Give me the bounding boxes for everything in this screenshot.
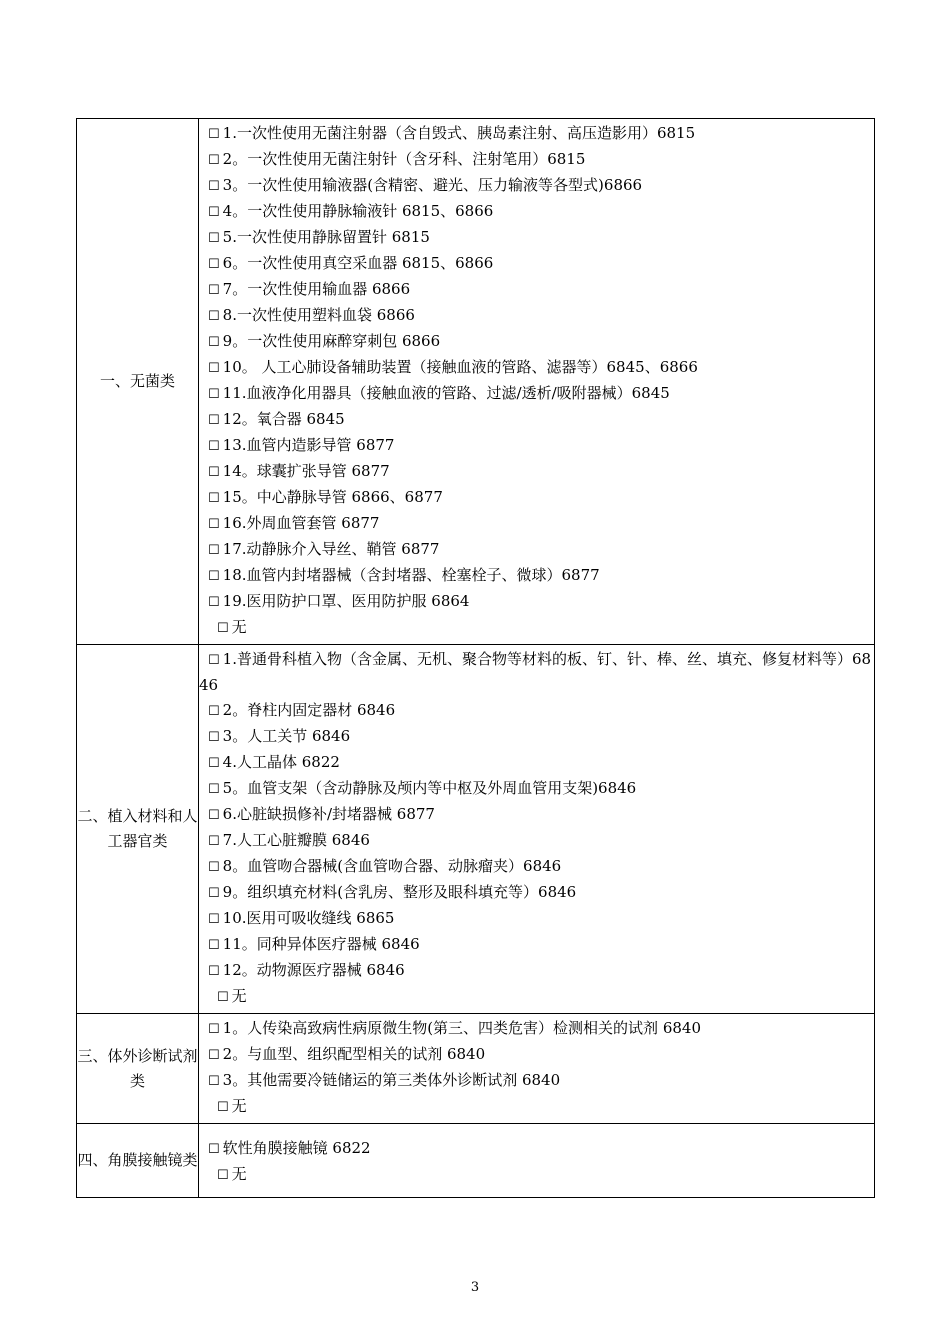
checkbox-item-label: 软性角膜接触镜 6822	[222, 1139, 371, 1157]
checkbox-item-label: 1。人传染高致病性病原微生物(第三、四类危害）检测相关的试剂 6840	[222, 1019, 701, 1037]
checkbox-none-label: 无	[231, 618, 247, 636]
checkbox-item[interactable]	[199, 355, 874, 381]
checkbox-item[interactable]	[199, 724, 874, 750]
checkbox-item-label: 3。人工关节 6846	[222, 727, 351, 745]
checkbox-item[interactable]	[199, 906, 874, 932]
checkbox-item-label: 18.血管内封堵器械（含封堵器、栓塞栓子、微球）6877	[222, 566, 600, 584]
checkbox-item-label: 2。与血型、组织配型相关的试剂 6840	[222, 1045, 486, 1063]
category-items-cell	[199, 645, 875, 1014]
checkbox-item-label: 9。一次性使用麻醉穿刺包 6866	[222, 332, 441, 350]
checkbox-item[interactable]	[199, 485, 874, 511]
checkbox-item[interactable]	[199, 647, 874, 698]
checkbox-item-label: 10。 人工心肺设备辅助装置（接触血液的管路、滤器等）6845、6866	[222, 358, 698, 376]
checkbox-item[interactable]	[199, 173, 874, 199]
checkbox-item-label: 12。氧合器 6845	[222, 410, 345, 428]
checkbox-icon[interactable]: ☐	[208, 782, 220, 797]
checkbox-icon[interactable]: ☐	[208, 361, 220, 376]
checkbox-icon[interactable]: ☐	[208, 834, 220, 849]
checkbox-item[interactable]	[199, 958, 874, 984]
checkbox-item[interactable]	[199, 750, 874, 776]
category-label: 二、植入材料和人工器官类	[77, 645, 199, 1014]
category-row	[77, 119, 875, 645]
checkbox-icon[interactable]: ☐	[208, 309, 220, 324]
checkbox-item-label: 2。一次性使用无菌注射针（含牙科、注射笔用）6815	[222, 150, 586, 168]
checkbox-icon[interactable]: ☐	[208, 465, 220, 480]
checkbox-icon[interactable]: ☐	[208, 127, 220, 142]
checkbox-icon[interactable]: ☐	[208, 756, 220, 771]
checkbox-icon[interactable]: ☐	[208, 205, 220, 220]
checkbox-item-label: 6.心脏缺损修补/封堵器械 6877	[222, 805, 435, 823]
checkbox-item[interactable]	[199, 589, 874, 615]
checkbox-icon[interactable]: ☐	[208, 231, 220, 246]
device-category-table	[76, 118, 875, 1198]
checkbox-none-label: 无	[231, 987, 247, 1005]
checkbox-item[interactable]	[199, 121, 874, 147]
checkbox-item-label: 4。一次性使用静脉输液针 6815、6866	[222, 202, 494, 220]
category-row	[77, 1014, 875, 1124]
checkbox-item[interactable]	[199, 199, 874, 225]
checkbox-icon[interactable]: ☐	[208, 569, 220, 584]
checkbox-icon[interactable]: ☐	[208, 179, 220, 194]
checkbox-item-label: 15。中心静脉导管 6866、6877	[222, 488, 443, 506]
checkbox-item-label: 10.医用可吸收缝线 6865	[222, 909, 395, 927]
checkbox-item[interactable]	[199, 932, 874, 958]
checkbox-item-label: 16.外周血管套管 6877	[222, 514, 380, 532]
checkbox-icon[interactable]: ☐	[208, 543, 220, 558]
checkbox-item-none[interactable]	[199, 615, 874, 641]
checkbox-item[interactable]	[199, 511, 874, 537]
checkbox-icon[interactable]: ☐	[208, 153, 220, 168]
checkbox-icon[interactable]: ☐	[208, 912, 220, 927]
checkbox-icon[interactable]: ☐	[208, 964, 220, 979]
checkbox-item-label: 17.动静脉介入导丝、鞘管 6877	[222, 540, 440, 558]
checkbox-item[interactable]	[199, 880, 874, 906]
checkbox-item-label: 5.一次性使用静脉留置针 6815	[222, 228, 430, 246]
checkbox-item[interactable]	[199, 147, 874, 173]
checkbox-icon[interactable]: ☐	[208, 491, 220, 506]
page-number: 3	[470, 1280, 480, 1295]
checkbox-item-none[interactable]	[199, 984, 874, 1010]
checkbox-item[interactable]	[199, 225, 874, 251]
checkbox-item-label: 1.一次性使用无菌注射器（含自毁式、胰岛素注射、高压造影用）6815	[222, 124, 696, 142]
checkbox-item[interactable]	[199, 854, 874, 880]
checkbox-list	[199, 1124, 874, 1197]
category-row	[77, 645, 875, 1014]
checkbox-item-label: 11。同种异体医疗器械 6846	[222, 935, 420, 953]
checkbox-item[interactable]	[199, 381, 874, 407]
checkbox-item-label: 8。血管吻合器械(含血管吻合器、动脉瘤夹）6846	[222, 857, 562, 875]
checkbox-icon[interactable]: ☐	[208, 595, 220, 610]
checkbox-item-label: 8.一次性使用塑料血袋 6866	[222, 306, 415, 324]
checkbox-icon[interactable]: ☐	[217, 621, 229, 636]
checkbox-item-label: 19.医用防护口罩、医用防护服 6864	[222, 592, 470, 610]
checkbox-icon[interactable]: ☐	[208, 335, 220, 350]
checkbox-list	[199, 1014, 874, 1123]
checkbox-item-label: 13.血管内造影导管 6877	[222, 436, 395, 454]
category-items-cell	[199, 1124, 875, 1198]
checkbox-item-label: 5。血管支架（含动静脉及颅内等中枢及外周血管用支架)6846	[222, 779, 637, 797]
checkbox-icon[interactable]: ☐	[208, 387, 220, 402]
checkbox-item[interactable]	[199, 251, 874, 277]
checkbox-item-label: 4.人工晶体 6822	[222, 753, 340, 771]
checkbox-item[interactable]	[199, 563, 874, 589]
checkbox-item-label: 11.血液净化用器具（接触血液的管路、过滤/透析/吸附器械）6845	[222, 384, 670, 402]
checkbox-item[interactable]	[199, 329, 874, 355]
checkbox-item[interactable]	[199, 459, 874, 485]
checkbox-item-label: 12。动物源医疗器械 6846	[222, 961, 405, 979]
checkbox-item[interactable]	[199, 277, 874, 303]
checkbox-icon[interactable]: ☐	[208, 704, 220, 719]
checkbox-item[interactable]	[199, 1068, 874, 1094]
checkbox-item[interactable]	[199, 407, 874, 433]
checkbox-icon[interactable]: ☐	[208, 808, 220, 823]
checkbox-list	[199, 119, 874, 644]
checkbox-item[interactable]	[199, 698, 874, 724]
checkbox-icon[interactable]: ☐	[208, 730, 220, 745]
category-row	[77, 1124, 875, 1198]
checkbox-item-label: 6。一次性使用真空采血器 6815、6866	[222, 254, 494, 272]
checkbox-icon[interactable]: ☐	[208, 257, 220, 272]
checkbox-icon[interactable]: ☐	[208, 1142, 220, 1157]
checkbox-item-label: 3。其他需要冷链储运的第三类体外诊断试剂 6840	[222, 1071, 561, 1089]
checkbox-item[interactable]	[199, 1042, 874, 1068]
checkbox-none-label: 无	[231, 1165, 247, 1183]
checkbox-icon[interactable]: ☐	[208, 653, 220, 668]
checkbox-icon[interactable]: ☐	[208, 413, 220, 428]
checkbox-icon[interactable]: ☐	[217, 1168, 229, 1183]
checkbox-item-label: 2。脊柱内固定器材 6846	[222, 701, 396, 719]
checkbox-icon[interactable]: ☐	[208, 1022, 220, 1037]
category-label: 四、角膜接触镜类	[77, 1124, 199, 1198]
checkbox-item-label: 7。一次性使用输血器 6866	[222, 280, 411, 298]
checkbox-icon[interactable]: ☐	[208, 517, 220, 532]
checkbox-item[interactable]	[199, 828, 874, 854]
checkbox-item-label: 9。组织填充材料(含乳房、整形及眼科填充等）6846	[222, 883, 577, 901]
checkbox-none-label: 无	[231, 1097, 247, 1115]
checkbox-item[interactable]	[199, 433, 874, 459]
checkbox-item-none[interactable]	[199, 1162, 874, 1188]
checkbox-icon[interactable]: ☐	[208, 1048, 220, 1063]
checkbox-item-none[interactable]	[199, 1094, 874, 1120]
checkbox-item[interactable]	[199, 802, 874, 828]
checkbox-icon[interactable]: ☐	[208, 439, 220, 454]
checkbox-item-label: 1.普通骨科植入物（含金属、无机、聚合物等材料的板、钉、针、棒、丝、填充、修复材料等）6846	[199, 650, 872, 694]
checkbox-item[interactable]	[199, 1016, 874, 1042]
checkbox-item[interactable]	[199, 1136, 874, 1162]
checkbox-item-label: 14。球囊扩张导管 6877	[222, 462, 390, 480]
checkbox-icon[interactable]: ☐	[208, 886, 220, 901]
checkbox-item[interactable]	[199, 303, 874, 329]
category-label: 三、体外诊断试剂类	[77, 1014, 199, 1124]
checkbox-icon[interactable]: ☐	[208, 860, 220, 875]
checkbox-item[interactable]	[199, 776, 874, 802]
checkbox-item[interactable]	[199, 537, 874, 563]
category-items-cell	[199, 1014, 875, 1124]
checkbox-icon[interactable]: ☐	[217, 1100, 229, 1115]
checkbox-item-label: 7.人工心脏瓣膜 6846	[222, 831, 370, 849]
category-label: 一、无菌类	[77, 119, 199, 645]
checkbox-list	[199, 645, 874, 1013]
checkbox-item-label: 3。一次性使用输液器(含精密、避光、压力输液等各型式)6866	[222, 176, 643, 194]
checkbox-icon[interactable]: ☐	[208, 1074, 220, 1089]
checkbox-icon[interactable]: ☐	[217, 990, 229, 1005]
checkbox-icon[interactable]: ☐	[208, 283, 220, 298]
checkbox-icon[interactable]: ☐	[208, 938, 220, 953]
category-items-cell	[199, 119, 875, 645]
